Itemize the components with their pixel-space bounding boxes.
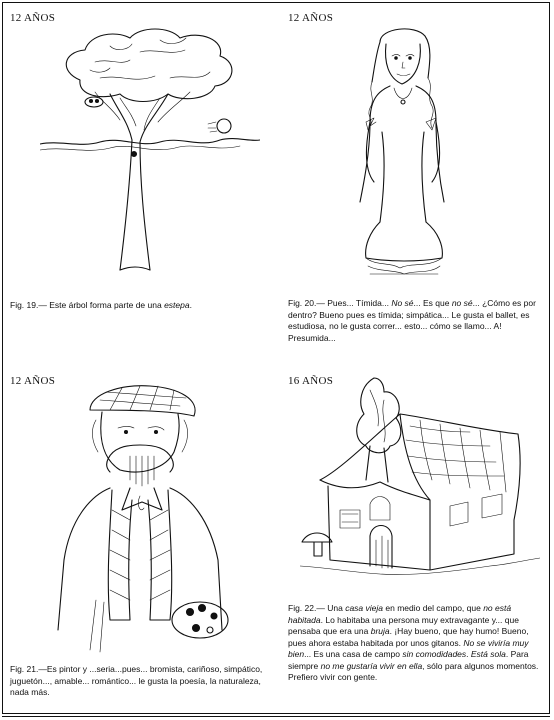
- caption-italic: no está habitada: [288, 603, 512, 625]
- caption-text: , sólo para algunos momentos. Prefiero vivir con gente.: [288, 660, 539, 682]
- caption-text: en medio del campo, que: [383, 603, 484, 613]
- age-label-fig21: 12 AÑOS: [10, 375, 56, 387]
- fig-number: Fig. 22.—: [288, 603, 325, 613]
- caption-text: .: [189, 300, 192, 310]
- caption-text: . ¡Hay bueno, que hay humo! Bueno, pues ahora estaba habitada por unos gitanos.: [288, 626, 529, 648]
- caption-italic: Está sola: [470, 649, 506, 659]
- tree-drawing: [40, 22, 260, 292]
- house-drawing: [300, 370, 540, 592]
- caption-text: .: [466, 649, 471, 659]
- caption-italic: bruja: [370, 626, 390, 636]
- fig-number: Fig. 19.—: [10, 300, 47, 310]
- caption-fig22: [288, 603, 542, 684]
- caption-text: ... ¿Cómo es por dentro? Bueno pues es tímida; simpática... Le gusta el ballet, es estudiosa, no le gusta correr... esto... cómo se llamo... A! Presumida...: [288, 298, 536, 343]
- caption-italic: No se viviría muy bien: [288, 637, 529, 659]
- caption-italic: No sé: [391, 298, 414, 308]
- caption-fig19: [10, 300, 260, 312]
- bottom-rule: [2, 716, 550, 717]
- caption-text: ... Es una casa de campo: [304, 649, 403, 659]
- caption-italic: casa vieja: [345, 603, 384, 613]
- age-label-fig20: 12 AÑOS: [288, 12, 334, 24]
- girl-drawing: [340, 22, 470, 292]
- caption-fig20: [288, 298, 538, 344]
- caption-italic: sin comodidades: [402, 649, 467, 659]
- caption-italic: estepa: [164, 300, 190, 310]
- caption-text: Una: [327, 603, 346, 613]
- age-label-fig22: 16 AÑOS: [288, 375, 334, 387]
- caption-text: Este árbol forma parte de una: [49, 300, 165, 310]
- caption-italic: no me gustaría vivir en ella: [320, 660, 423, 671]
- caption-fig21: [10, 664, 268, 699]
- age-label-fig19: 12 AÑOS: [10, 12, 56, 24]
- fig-number: Fig. 21.—: [10, 664, 47, 674]
- caption-text: . Lo habitaba una persona muy extravagante y... que pensaba que era una: [288, 614, 519, 636]
- caption-text: Es pintor y ...seria...pues... bromista, cariñoso, simpático, juguetón..., amable... romántico... le gusta la poesía, la naturaleza, nada más.: [10, 664, 263, 697]
- fig-number: Fig. 20.—: [288, 298, 325, 308]
- painter-drawing: [50, 380, 270, 660]
- caption-text: ... Es que: [413, 298, 452, 308]
- caption-text: . Para siempre: [288, 649, 529, 671]
- caption-text: Pues... Tímida...: [327, 298, 392, 308]
- caption-italic: no sé: [451, 298, 473, 308]
